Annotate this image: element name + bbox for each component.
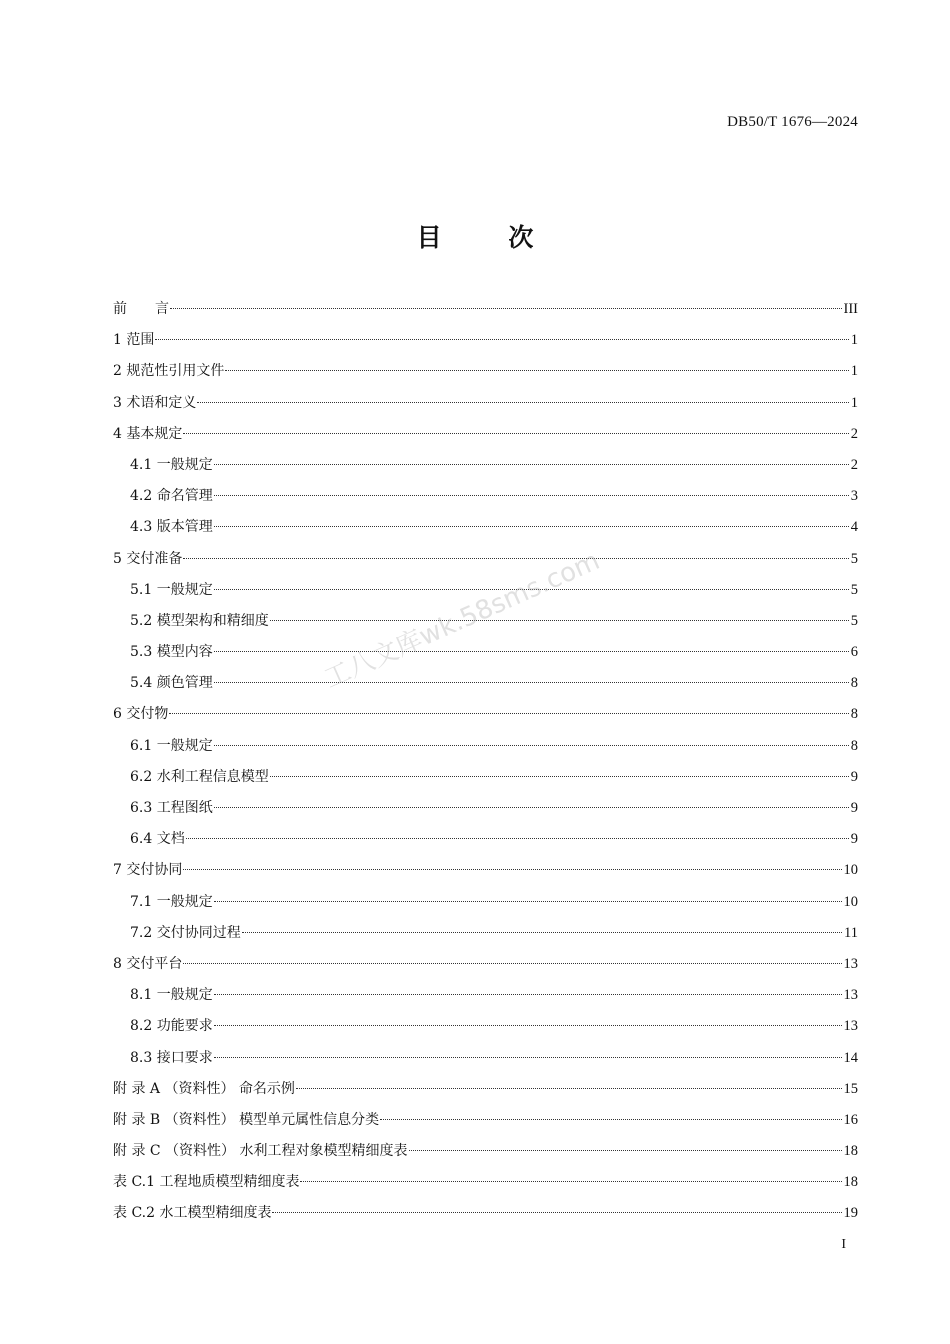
toc-entry[interactable] <box>113 855 858 886</box>
toc-entry-label: 6.2 水利工程信息模型 <box>130 768 269 785</box>
toc-entry[interactable] <box>113 325 858 356</box>
toc-entry[interactable] <box>113 1043 858 1074</box>
toc-entry-label: 4.2 命名管理 <box>130 488 213 505</box>
toc-entry-label: 表 C.1 工程地质模型精细度表 <box>113 1174 300 1191</box>
toc-dot-leader <box>214 807 849 808</box>
toc-entry-label: 5.2 模型架构和精细度 <box>130 612 269 629</box>
toc-entry-page: 2 <box>850 456 858 473</box>
toc-entry[interactable] <box>113 699 858 730</box>
toc-entry[interactable] <box>113 1198 858 1229</box>
toc-entry-label: 7.2 交付协同过程 <box>130 924 241 941</box>
toc-dot-leader <box>214 464 849 465</box>
toc-entry-label: 附 录 B （资料性） 模型单元属性信息分类 <box>113 1111 380 1128</box>
toc-entry-label: 7 交付协同 <box>113 862 183 879</box>
toc-entry-label: 3 术语和定义 <box>113 394 197 411</box>
toc-entry-page: 16 <box>843 1111 858 1128</box>
toc-dot-leader <box>270 776 849 777</box>
toc-entry-page: 2 <box>850 425 858 442</box>
toc-entry[interactable] <box>113 388 858 419</box>
toc-entry-page: 13 <box>843 955 858 972</box>
toc-entry-page: 8 <box>850 737 858 754</box>
toc-entry-label: 8.3 接口要求 <box>130 1049 213 1066</box>
toc-entry[interactable] <box>113 1011 858 1042</box>
toc-entry[interactable] <box>113 1136 858 1167</box>
toc-dot-leader <box>183 869 841 870</box>
toc-dot-leader <box>170 308 842 309</box>
toc-entry[interactable] <box>113 731 858 762</box>
toc-dot-leader <box>300 1181 841 1182</box>
toc-entry[interactable] <box>113 1105 858 1136</box>
toc-entry[interactable] <box>113 575 858 606</box>
toc-entry-label: 6.1 一般规定 <box>130 737 213 754</box>
toc-entry-page: 9 <box>850 768 858 785</box>
toc-dot-leader <box>272 1212 841 1213</box>
toc-entry-page: 1 <box>850 363 858 380</box>
toc-entry-label: 5.1 一般规定 <box>130 581 213 598</box>
toc-dot-leader <box>214 994 842 995</box>
toc-entry[interactable] <box>113 481 858 512</box>
toc-entry-page: 13 <box>843 987 858 1004</box>
toc-entry-page: 3 <box>850 488 858 505</box>
toc-entry[interactable] <box>113 356 858 387</box>
toc-entry[interactable] <box>113 512 858 543</box>
toc-entry[interactable] <box>113 419 858 450</box>
toc-entry-label: 4 基本规定 <box>113 425 183 442</box>
toc-dot-leader <box>214 1025 842 1026</box>
toc-entry-page: 1 <box>850 394 858 411</box>
toc-entry[interactable] <box>113 637 858 668</box>
toc-entry-page: III <box>843 301 858 317</box>
toc-dot-leader <box>270 620 849 621</box>
toc-dot-leader <box>214 495 849 496</box>
toc-entry-page: 10 <box>843 862 858 879</box>
toc-entry-page: 14 <box>843 1049 858 1066</box>
toc-entry-page: 5 <box>850 581 858 598</box>
toc-entry-label: 2 规范性引用文件 <box>113 363 225 380</box>
toc-entry[interactable] <box>113 668 858 699</box>
toc-dot-leader <box>214 682 849 683</box>
toc-dot-leader <box>155 339 848 340</box>
toc-entry-label: 7.1 一般规定 <box>130 893 213 910</box>
page-title: 目 次 <box>416 223 534 252</box>
toc-dot-leader <box>225 370 848 371</box>
toc-entry-label: 4.1 一般规定 <box>130 456 213 473</box>
toc-entry-label: 6 交付物 <box>113 706 169 723</box>
toc-entry[interactable] <box>113 824 858 855</box>
toc-dot-leader <box>186 838 849 839</box>
toc-dot-leader <box>214 745 849 746</box>
toc-entry-label: 8.2 功能要求 <box>130 1018 213 1035</box>
toc-dot-leader <box>214 526 849 527</box>
toc-dot-leader <box>183 558 848 559</box>
toc-dot-leader <box>214 589 849 590</box>
toc-entry-label: 5 交付准备 <box>113 550 183 567</box>
toc-entry-page: 10 <box>843 893 858 910</box>
toc-dot-leader <box>380 1119 841 1120</box>
toc-entry[interactable] <box>113 1074 858 1105</box>
watermark: 工八文库wk.58sms.com <box>319 545 605 695</box>
toc-entry[interactable] <box>113 949 858 980</box>
toc-dot-leader <box>169 713 848 714</box>
toc-dot-leader <box>214 1057 842 1058</box>
toc-dot-leader <box>214 901 842 902</box>
toc-dot-leader <box>242 932 842 933</box>
toc-entry-label: 6.3 工程图纸 <box>130 800 213 816</box>
toc-entry-page: 5 <box>850 612 858 629</box>
toc-entry-page: 4 <box>850 519 858 536</box>
toc-entry-page: 18 <box>843 1143 858 1160</box>
toc-entry-label: 8 交付平台 <box>113 955 183 972</box>
toc-entry[interactable] <box>113 606 858 637</box>
toc-entry-page: 11 <box>844 924 858 941</box>
toc-entry-label: 8.1 一般规定 <box>130 987 213 1004</box>
toc-entry-page: 9 <box>850 800 858 816</box>
toc-entry-label: 表 C.2 水工模型精细度表 <box>113 1205 272 1222</box>
toc-entry[interactable] <box>113 294 858 325</box>
table-of-contents <box>113 294 858 1230</box>
toc-entry-page: 6 <box>850 644 858 661</box>
toc-dot-leader <box>214 651 849 652</box>
toc-entry[interactable] <box>113 793 858 824</box>
page-number: I <box>841 1237 846 1252</box>
toc-entry-label: 6.4 文档 <box>130 831 185 848</box>
toc-dot-leader <box>296 1088 842 1089</box>
toc-entry-page: 13 <box>843 1018 858 1035</box>
toc-entry-label: 4.3 版本管理 <box>130 519 213 536</box>
toc-entry-label: 5.3 模型内容 <box>130 644 213 661</box>
toc-entry-label: 5.4 颜色管理 <box>130 675 213 692</box>
toc-entry-label: 附 录 A （资料性） 命名示例 <box>113 1080 295 1097</box>
toc-entry-page: 8 <box>850 706 858 723</box>
toc-entry-page: 15 <box>843 1080 858 1097</box>
toc-entry[interactable] <box>113 918 858 949</box>
toc-entry-page: 9 <box>850 831 858 848</box>
toc-entry-label: 1 范围 <box>113 332 155 349</box>
toc-entry-page: 1 <box>850 332 858 349</box>
toc-entry[interactable] <box>113 762 858 793</box>
document-code: DB50/T 1676—2024 <box>727 114 858 130</box>
toc-entry[interactable] <box>113 1167 858 1198</box>
toc-dot-leader <box>183 433 848 434</box>
toc-entry-label: 前 言 <box>113 301 169 317</box>
toc-dot-leader <box>183 963 841 964</box>
toc-entry-page: 8 <box>850 675 858 692</box>
toc-entry-page: 5 <box>850 550 858 567</box>
toc-entry[interactable] <box>113 544 858 575</box>
toc-entry-label: 附 录 C （资料性） 水利工程对象模型精细度表 <box>113 1143 408 1160</box>
toc-entry[interactable] <box>113 887 858 918</box>
toc-entry[interactable] <box>113 980 858 1011</box>
toc-dot-leader <box>409 1150 842 1151</box>
toc-dot-leader <box>197 402 848 403</box>
toc-entry[interactable] <box>113 450 858 481</box>
toc-entry-page: 18 <box>843 1174 858 1191</box>
toc-entry-page: 19 <box>843 1205 858 1222</box>
